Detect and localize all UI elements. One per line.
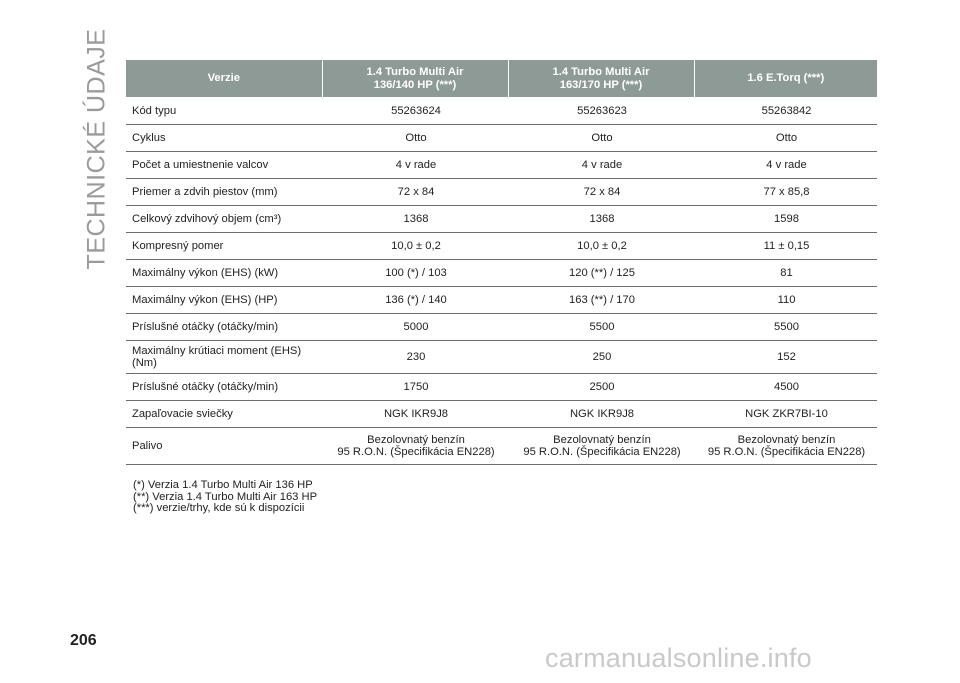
cell-line: 5500 [589,321,615,333]
cell-value [322,260,508,287]
cell-value [694,287,877,314]
table-header-row [126,60,877,98]
cell-value [322,98,508,125]
cell-value [508,179,694,206]
cell-value [508,374,694,401]
header-engine [508,60,694,98]
cell-line: 2500 [589,381,615,393]
cell-value [694,341,877,374]
header-line: 1.4 Turbo Multi Air [366,65,464,78]
row-label-line: Celkový zdvihový objem (cm³) [132,213,282,225]
header-line: 163/170 HP (***) [559,78,643,91]
table-row [126,341,877,374]
cell-value [508,287,694,314]
cell-line: 55263623 [577,105,627,117]
header-line: 1.6 E.Torq (***) [747,72,825,84]
row-label-line: Kompresný pomer [132,240,224,252]
cell-line: 110 [777,294,796,306]
cell-line: Bezolovnatý benzín [737,434,836,446]
row-label-line: (Nm) [132,357,157,369]
cell-value [508,314,694,341]
cell-value [322,374,508,401]
cell-line: 81 [780,267,793,279]
header-line: 136/140 HP (***) [373,78,457,91]
cell-line: 100 (*) / 103 [385,267,447,279]
cell-value [322,152,508,179]
cell-line: 77 x 85,8 [763,186,810,198]
cell-line: 4500 [774,381,799,393]
row-label-line: Maximálny výkon (EHS) (kW) [132,267,279,279]
cell-line: Bezolovnatý benzín [367,434,465,446]
cell-value [508,260,694,287]
cell-line: 120 (**) / 125 [569,267,635,279]
watermark: carmanualsonline.info [545,643,812,673]
cell-value [322,428,508,465]
cell-value [322,179,508,206]
row-label [126,98,322,125]
footnote: (***) verzie/trhy, kde sú k dispozícii [133,502,305,514]
table-row [126,125,877,152]
cell-value [694,428,877,465]
cell-line: Otto [775,132,798,144]
row-label-line: Počet a umiestnenie valcov [132,159,269,171]
cell-value [694,98,877,125]
row-label [126,314,322,341]
cell-line: 4 v rade [395,159,437,171]
cell-value [508,428,694,465]
cell-value [322,401,508,428]
cell-value [508,401,694,428]
cell-line: 5000 [403,321,429,333]
cell-line: 1368 [403,213,429,225]
cell-value [322,287,508,314]
cell-line: 72 x 84 [583,186,621,198]
row-label-line: Zapaľovacie sviečky [132,408,233,420]
cell-value [694,260,877,287]
cell-line: 95 R.O.N. (Špecifikácia EN228) [707,446,866,458]
row-label [126,233,322,260]
cell-value [322,125,508,152]
table-row [126,401,877,428]
row-label [126,341,322,374]
row-label-line: Príslušné otáčky (otáčky/min) [132,321,279,333]
row-label [126,428,322,465]
row-label [126,260,322,287]
section-title-text: TECHNICKÉ ÚDAJE [82,28,111,270]
cell-line: 163 (**) / 170 [569,294,635,306]
cell-line: 11 ± 0,15 [763,240,810,252]
cell-line: 5500 [774,321,799,333]
header-line: 1.4 Turbo Multi Air [552,65,650,78]
footnote: (*) Verzia 1.4 Turbo Multi Air 136 HP [133,479,313,491]
row-label-line: Maximálny krútiaci moment (EHS) [132,345,302,357]
page-number: 206 [70,632,97,649]
table-row [126,314,877,341]
cell-line: Bezolovnatý benzín [553,434,651,446]
cell-line: 4 v rade [766,159,807,171]
table-row [126,260,877,287]
cell-line: 95 R.O.N. (Špecifikácia EN228) [523,446,681,458]
table-row [126,98,877,125]
footnotes [133,480,317,515]
cell-line: Otto [405,132,427,144]
row-label [126,179,322,206]
cell-line: 136 (*) / 140 [385,294,447,306]
cell-line: NGK ZKR7BI-10 [745,408,828,420]
cell-line: 1750 [403,381,429,393]
cell-value [322,314,508,341]
row-label-line: Príslušné otáčky (otáčky/min) [132,381,279,393]
cell-value [694,179,877,206]
cell-value [694,314,877,341]
cell-line: NGK IKR9J8 [569,408,635,420]
row-label [126,287,322,314]
row-label-line: Maximálny výkon (EHS) (HP) [132,294,278,306]
row-label [126,374,322,401]
cell-value [508,341,694,374]
cell-line: 95 R.O.N. (Špecifikácia EN228) [337,446,495,458]
cell-value [508,98,694,125]
engine-spec-table [126,60,877,465]
cell-value [508,233,694,260]
section-title [82,28,112,270]
header-engine [694,60,877,98]
cell-line: NGK IKR9J8 [383,408,449,420]
cell-line: 152 [777,351,796,363]
cell-line: Otto [591,132,613,144]
cell-value [694,401,877,428]
header-line: Verzie [207,72,240,84]
cell-line: 72 x 84 [397,186,435,198]
table-row [126,233,877,260]
row-label-line: Kód typu [132,105,177,117]
cell-value [322,341,508,374]
table-row [126,179,877,206]
row-label-line: Priemer a zdvih piestov (mm) [132,186,278,198]
row-label-line: Cyklus [132,132,166,144]
row-label [126,206,322,233]
cell-line: 10,0 ± 0,2 [577,240,627,252]
row-label-line: Palivo [132,440,163,452]
cell-line: 10,0 ± 0,2 [391,240,441,252]
cell-line: 4 v rade [581,159,623,171]
header-engine [322,60,508,98]
cell-value [322,233,508,260]
cell-value [694,374,877,401]
cell-line: 1368 [589,213,615,225]
table-row [126,374,877,401]
cell-line: 55263624 [391,105,441,117]
table-row [126,428,877,465]
cell-line: 250 [592,351,612,363]
cell-line: 230 [406,351,426,363]
cell-value [508,206,694,233]
footnote: (**) Verzia 1.4 Turbo Multi Air 163 HP [133,490,318,503]
cell-line: 1598 [774,213,799,225]
cell-value [508,152,694,179]
cell-value [694,152,877,179]
row-label [126,152,322,179]
cell-value [322,206,508,233]
cell-value [694,206,877,233]
cell-value [508,125,694,152]
table-row [126,206,877,233]
cell-value [694,233,877,260]
row-label [126,125,322,152]
table-row [126,287,877,314]
header-version [126,60,322,98]
cell-value [694,125,877,152]
table-row [126,152,877,179]
row-label [126,401,322,428]
cell-line: 55263842 [761,105,812,117]
table-body [126,98,877,465]
